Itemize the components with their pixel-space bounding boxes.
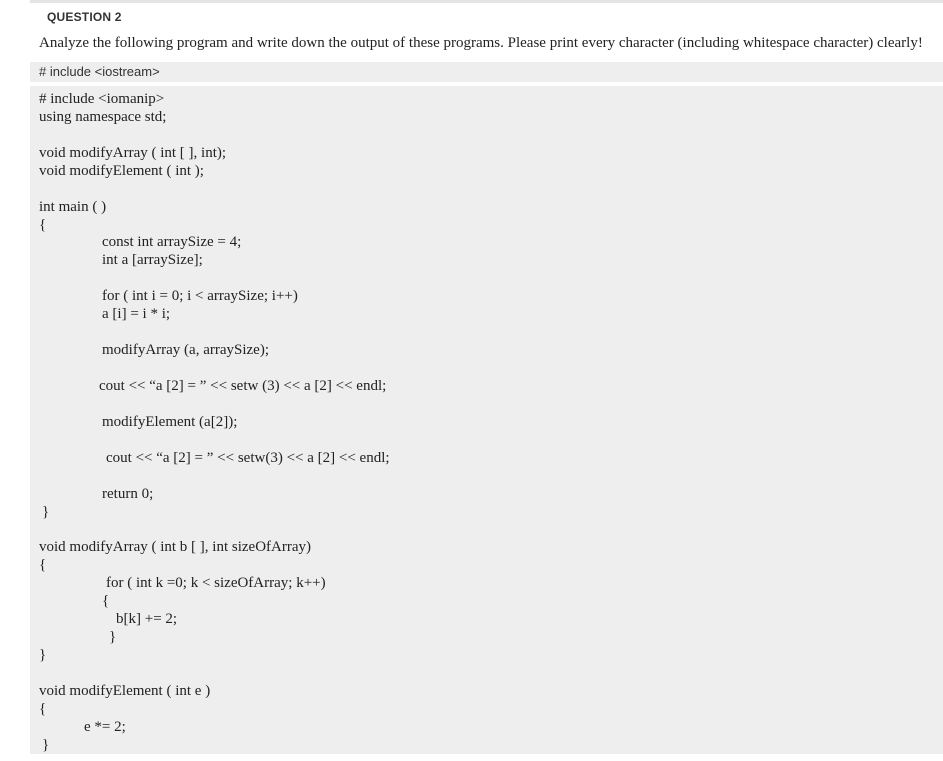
code-line: cout << “a [2] = ” << setw (3) << a [2] << endl; (99, 378, 387, 394)
code-line: { (102, 593, 110, 609)
code-line: int main ( ) (39, 199, 107, 215)
code-line: # include <iomanip> (39, 91, 165, 107)
top-divider (30, 0, 943, 3)
code-line: e *= 2; (84, 719, 126, 735)
code-line: { (39, 557, 47, 573)
code-line: modifyElement (a[2]); (102, 414, 238, 430)
code-line: void modifyArray ( int b [ ], int sizeOfArray) (39, 539, 312, 555)
code-line: { (39, 701, 47, 717)
code-line: } (39, 647, 47, 663)
code-line: b[k] += 2; (116, 611, 178, 627)
question-prompt: Analyze the following program and write down the output of these programs. Please print every character (including whitespace character) clearly! (39, 35, 923, 51)
code-line: int a [arraySize]; (102, 252, 203, 268)
code-line: const int arraySize = 4; (102, 234, 242, 250)
question-label: QUESTION 2 (47, 10, 122, 24)
code-line: } (42, 737, 50, 753)
code-line: void modifyElement ( int ); (39, 163, 204, 179)
code-line: return 0; (102, 486, 154, 502)
code-line: void modifyArray ( int [ ], int); (39, 145, 227, 161)
code-line: void modifyElement ( int e ) (39, 683, 211, 699)
code-line: } (42, 504, 50, 520)
code-line: a [i] = i * i; (102, 306, 171, 322)
code-line: for ( int i = 0; i < arraySize; i++) (102, 288, 298, 304)
include-band (30, 62, 943, 82)
include-iostream-line: # include <iostream> (39, 64, 160, 79)
code-line: } (109, 629, 117, 645)
code-line: using namespace std; (39, 109, 167, 125)
code-line: { (39, 217, 47, 233)
code-line: for ( int k =0; k < sizeOfArray; k++) (106, 575, 326, 591)
code-line: modifyArray (a, arraySize); (102, 342, 270, 358)
code-line: cout << “a [2] = ” << setw(3) << a [2] << endl; (106, 450, 390, 466)
